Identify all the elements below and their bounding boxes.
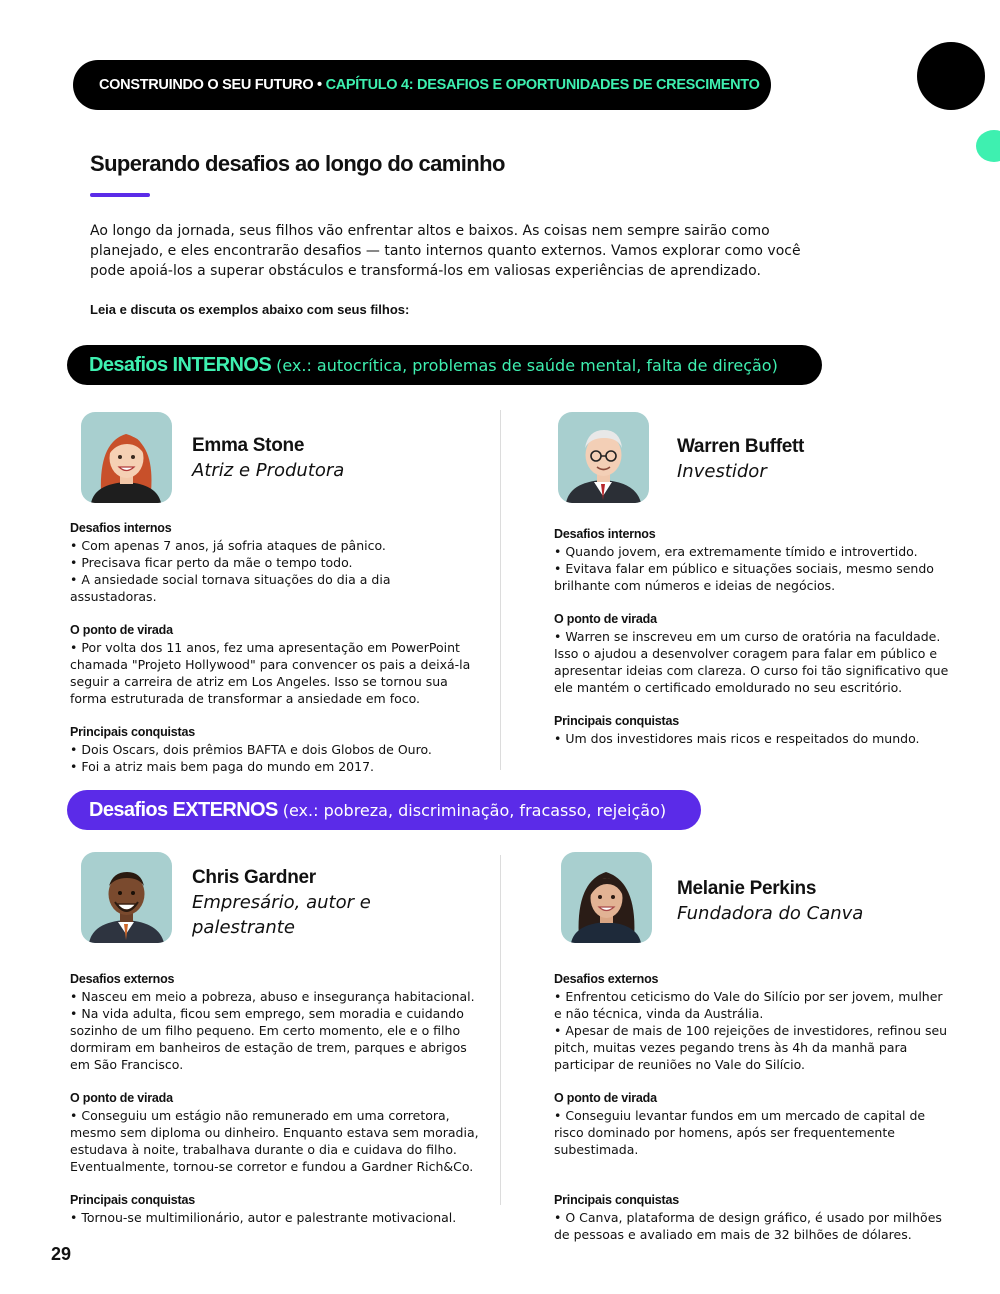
challenges-heading: Desafios internos (70, 521, 172, 535)
person-name: Emma Stone (192, 435, 305, 456)
instruction-text: Leia e discuta os exemplos abaixo com seus filhos: (90, 302, 410, 317)
challenge-item: • Apesar de mais de 100 rejeições de investidores, refinou seu pitch, muitas vezes pegando trens às 4h da manhã para participar de reuniões no Vale do Silício. (554, 1023, 948, 1072)
decorative-green-circle (976, 130, 1000, 162)
section-label: Desafios INTERNOS (89, 353, 272, 376)
chapter-title: CAPÍTULO 4: DESAFIOS E OPORTUNIDADES DE CRESCIMENTO (325, 77, 760, 93)
challenges-heading: Desafios externos (70, 972, 175, 986)
challenge-item: • Evitava falar em público e situações sociais, mesmo sendo brilhante com números e ideias de negócios. (554, 561, 934, 593)
person-name: Warren Buffett (677, 436, 805, 457)
achievement-item: • Dois Oscars, dois prêmios BAFTA e dois Globos de Ouro. (70, 742, 432, 757)
challenge-item: • Nasceu em meio a pobreza, abuso e insegurança habitacional. (70, 989, 475, 1004)
emma-stone-story (70, 520, 480, 775)
challenge-item: • Com apenas 7 anos, já sofria ataques de pânico. (70, 538, 386, 553)
challenge-item: • Quando jovem, era extremamente tímido e introvertido. (554, 544, 918, 559)
warren-buffett-portrait (558, 412, 649, 503)
achievements-heading: Principais conquistas (554, 1193, 680, 1207)
person-role: Atriz e Produtora (192, 460, 345, 481)
person-name: Chris Gardner (192, 867, 316, 888)
column-divider (500, 855, 501, 1205)
achievements-heading: Principais conquistas (554, 714, 680, 728)
section-external-header (67, 790, 701, 830)
challenges-heading: Desafios externos (554, 972, 659, 986)
section-internal-header (67, 345, 822, 385)
melanie-perkins-story (554, 971, 949, 1243)
warren-buffett-story (554, 526, 949, 747)
achievements-heading: Principais conquistas (70, 1193, 196, 1207)
achievement-item: • Tornou-se multimilionário, autor e palestrante motivacional. (70, 1210, 457, 1225)
achievement-item: • Foi a atriz mais bem paga do mundo em 2017. (70, 759, 375, 774)
chapter-header (73, 60, 771, 110)
chris-gardner-portrait (81, 852, 172, 943)
section-subtitle: (ex.: pobreza, discriminação, fracasso, rejeição) (282, 800, 667, 820)
turning-point-heading: O ponto de virada (554, 1091, 657, 1105)
turning-point-heading: O ponto de virada (554, 612, 657, 626)
section-subtitle: (ex.: autocrítica, problemas de saúde mental, falta de direção) (276, 355, 778, 375)
challenges-heading: Desafios internos (554, 527, 656, 541)
decorative-black-circle (917, 42, 985, 110)
page-number: 29 (51, 1244, 72, 1264)
chris-gardner-story (70, 971, 480, 1226)
title-underline (90, 193, 150, 197)
emma-stone-portrait (81, 412, 172, 503)
achievements-heading: Principais conquistas (70, 725, 196, 739)
section-label: Desafios EXTERNOS (89, 798, 278, 821)
person-name: Melanie Perkins (677, 878, 817, 899)
challenge-item: • A ansiedade social tornava situações do dia a dia assustadoras. (70, 572, 391, 604)
page-title: Superando desafios ao longo do caminho (90, 151, 505, 176)
melanie-perkins-portrait (561, 852, 652, 943)
challenge-item: • Enfrentou ceticismo do Vale do Silício por ser jovem, mulher e não técnica, vinda da Austrália. (554, 989, 943, 1021)
intro-paragraph: Ao longo da jornada, seus filhos vão enfrentar altos e baixos. As coisas nem sempre sairão como planejado, e eles encontrarão desafios — tanto internos quanto externos. Vamos explorar como você pode apoiá-los a superar obstáculos e transformá-los em valiosas experiências de aprendizado. (90, 223, 801, 279)
book-title: CONSTRUINDO O SEU FUTURO • (99, 77, 322, 93)
turning-point-heading: O ponto de virada (70, 1091, 173, 1105)
person-role: Empresário, autor e palestrante (192, 892, 371, 938)
challenge-item: • Precisava ficar perto da mãe o tempo todo. (70, 555, 353, 570)
achievement-item: • Um dos investidores mais ricos e respeitados do mundo. (554, 731, 920, 746)
turning-point-text: • Warren se inscreveu em um curso de oratória na faculdade. Isso o ajudou a desenvolver coragem para falar em público e apresentar ideias com clareza. O curso foi tão significativo que ele mantém o certificado emoldurado no seu escritório. (554, 629, 949, 695)
challenge-item: • Na vida adulta, ficou sem emprego, sem moradia e cuidando sozinho de um filho pequeno. Em certo momento, ele e o filho dormiram em banheiros de estação de trem, parques e abrigos em São Francisco. (70, 1006, 467, 1072)
turning-point-text: • Por volta dos 11 anos, fez uma apresentação em PowerPoint chamada "Projeto Hollywood" para convencer os pais a deixá-la seguir a carreira de atriz em Los Angeles. Isso se tornou sua forma estruturada de transformar a ansiedade em foco. (70, 640, 471, 706)
turning-point-heading: O ponto de virada (70, 623, 173, 637)
column-divider (500, 410, 501, 770)
person-role: Investidor (677, 461, 767, 482)
achievement-item: • O Canva, plataforma de design gráfico, é usado por milhões de pessoas e avaliado em mais de 32 bilhões de dólares. (554, 1210, 942, 1242)
turning-point-text: • Conseguiu um estágio não remunerado em uma corretora, mesmo sem diploma ou dinheiro. Enquanto estava sem moradia, estudava à noite, trabalhava durante o dia e cuidava do filho. Eventualmente, tornou-se corretor e fundou a Gardner Rich&Co. (70, 1108, 479, 1174)
person-role: Fundadora do Canva (677, 903, 864, 924)
turning-point-text: • Conseguiu levantar fundos em um mercado de capital de risco dominado por homens, após ser frequentemente subestimada. (554, 1108, 926, 1157)
